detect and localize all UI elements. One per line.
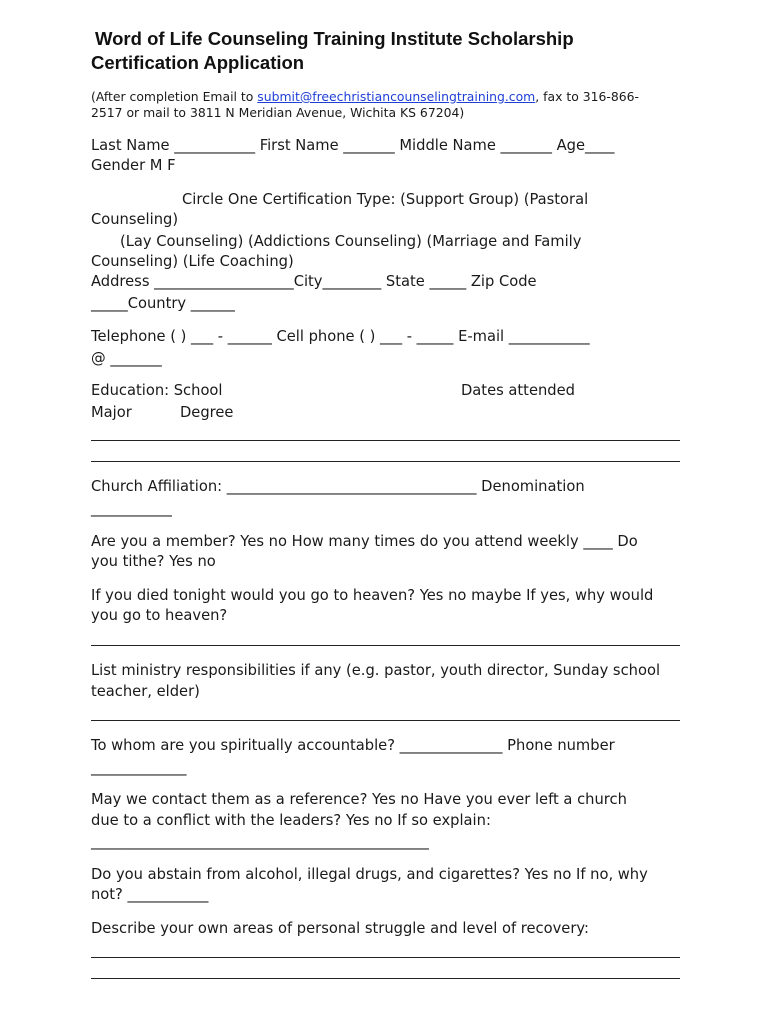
- church-conflict-question: due to a conflict with the leaders? Yes no If so explain:: [91, 812, 491, 829]
- ministry-question-line-2: teacher, elder): [91, 683, 200, 700]
- submit-email-link[interactable]: submit@freechristiancounselingtraining.com: [257, 89, 536, 104]
- abstain-question: Do you abstain from alcohol, illegal drugs, and cigarettes? Yes no If no, why: [91, 866, 648, 883]
- submission-instructions: [91, 89, 639, 104]
- form-title-line-2: Certification Application: [91, 52, 305, 73]
- abstain-question-line-2: not? ___________: [91, 886, 209, 903]
- certification-type-line-2: Counseling): [91, 211, 179, 228]
- conflict-explanation-blank: ______________________________________________: [91, 833, 429, 850]
- certification-type-label: Circle One Certification Type: (Support Group) (Pastoral: [182, 191, 589, 208]
- country-field: _____Country ______: [91, 295, 235, 312]
- telephone-fields: Telephone ( ) ___ - ______ Cell phone ( ) ___ - _____ E-mail ___________: [91, 328, 590, 345]
- submission-instructions-line-2: 2517 or mail to 3811 N Meridian Avenue, Wichita KS 67204): [91, 105, 465, 120]
- struggle-answer-line-2[interactable]: [91, 978, 680, 979]
- major-label: Major: [91, 404, 132, 421]
- instructions-prefix: (After completion Email to: [91, 89, 258, 104]
- accountability-phone-blank: _____________: [91, 759, 187, 776]
- heaven-question-line-2: you go to heaven?: [91, 607, 228, 624]
- heaven-question: If you died tonight would you go to heaven? Yes no maybe If yes, why would: [91, 587, 654, 604]
- certification-type-line-3: (Lay Counseling) (Addictions Counseling) (Marriage and Family: [120, 233, 582, 250]
- tithe-question: you tithe? Yes no: [91, 553, 216, 570]
- degree-label: Degree: [180, 404, 234, 421]
- struggle-question: Describe your own areas of personal struggle and level of recovery:: [91, 920, 589, 937]
- education-line-1[interactable]: [91, 440, 680, 441]
- dates-attended-label: Dates attended: [461, 382, 575, 399]
- ministry-question: List ministry responsibilities if any (e.g. pastor, youth director, Sunday school: [91, 662, 661, 679]
- accountability-question: To whom are you spiritually accountable? ______________ Phone number: [91, 737, 615, 754]
- heaven-answer-line[interactable]: [91, 645, 680, 646]
- certification-type-line-4: Counseling) (Life Coaching): [91, 253, 294, 270]
- education-school-label: Education: School: [91, 382, 223, 399]
- ministry-answer-line[interactable]: [91, 720, 680, 721]
- denomination-blank: ___________: [91, 500, 172, 517]
- struggle-answer-line-1[interactable]: [91, 957, 680, 958]
- reference-question: May we contact them as a reference? Yes no Have you ever left a church: [91, 791, 627, 808]
- education-line-2[interactable]: [91, 461, 680, 462]
- email-field: @ _______: [91, 350, 162, 367]
- instructions-fax: , fax to 316-866-: [535, 89, 639, 104]
- name-age-fields: Last Name ___________ First Name _______ Middle Name _______ Age____: [91, 137, 615, 154]
- form-title-line-1: Word of Life Counseling Training Institute Scholarship: [95, 28, 574, 49]
- address-fields: Address ___________________City________ State _____ Zip Code: [91, 273, 537, 290]
- gender-field: Gender M F: [91, 157, 176, 174]
- church-affiliation-field: Church Affiliation: __________________________________ Denomination: [91, 478, 585, 495]
- membership-question: Are you a member? Yes no How many times do you attend weekly ____ Do: [91, 533, 638, 550]
